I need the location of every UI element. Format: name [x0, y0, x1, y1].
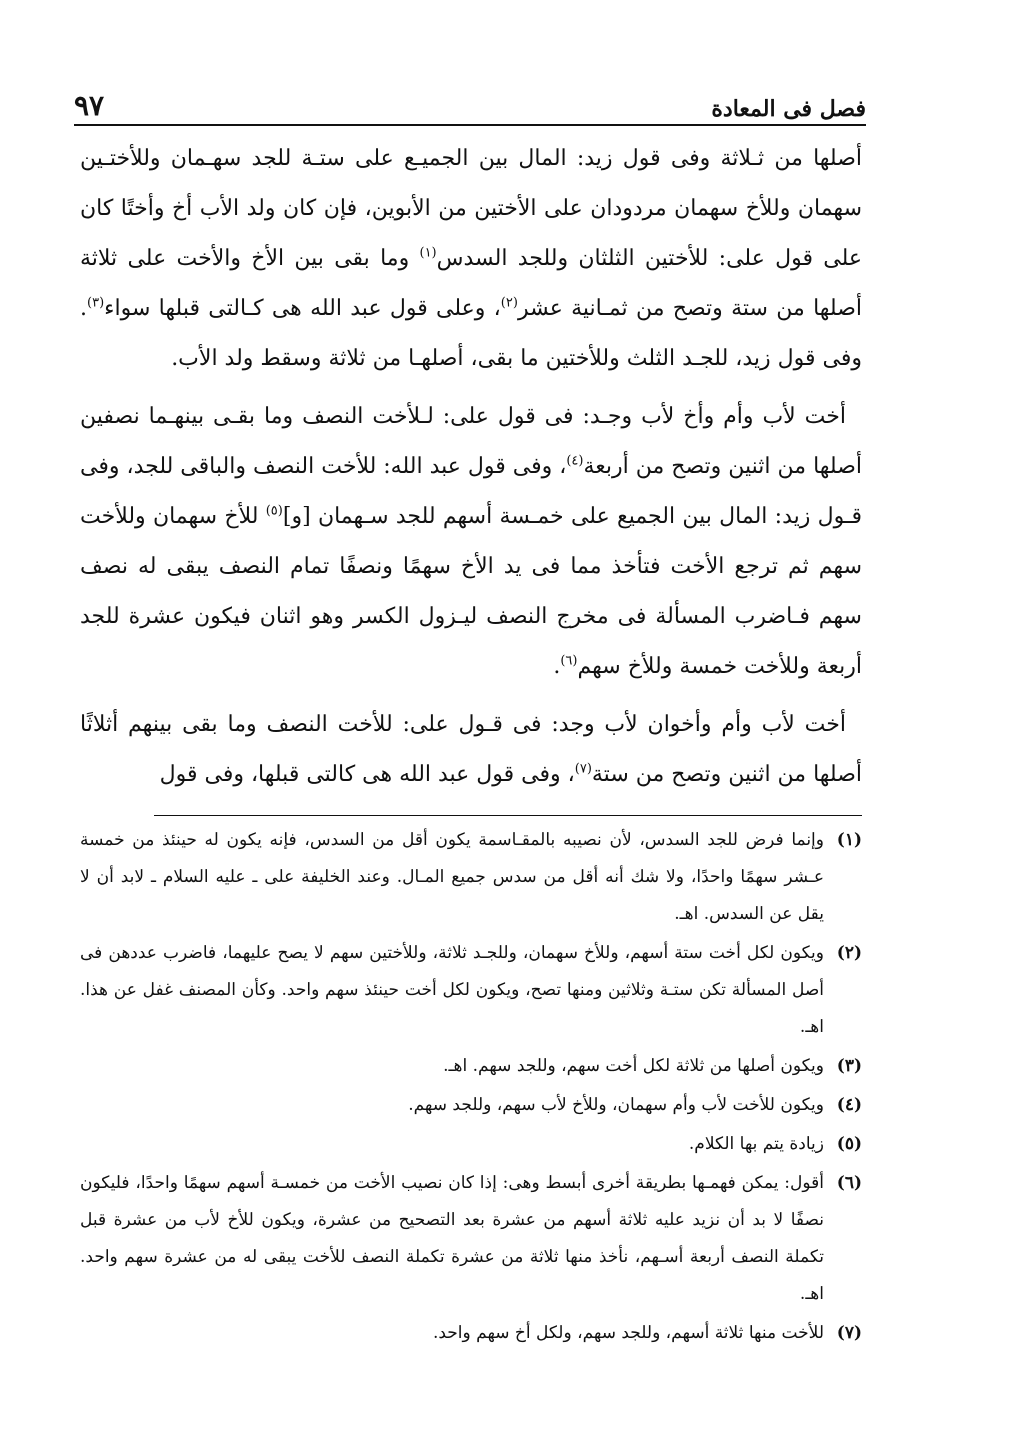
- footnote-number: (٢): [836, 943, 862, 963]
- footnote: [80, 1165, 862, 1313]
- paragraph-3: أخت لأب وأم وأخوان لأب وجد: فى قـول على: للأخت النصف وما بقى بينهم أثلاثًا أصلها من اثنين وتصح من ستة$^{(٧)}$، وفى قول عبد الله هى كالتى قبلها، وفى قول: [80, 712, 862, 787]
- footnote-text: ويكون للأخت لأب وأم سهمان، وللأخ لأب سهم، وللجد سهم.: [408, 1095, 824, 1115]
- footnote-text: أقول: يمكن فهمـها بطريقة أخرى أبسط وهى: إذا كان نصيب الأخت من خمسـة أسهم سهمًا واحدًا، فليكون نصفًا لا بد أن نزيد عليه ثلاثة أسهم من عشرة بعد التصحيح من عشرة، ويكون للأخ لأب من عشرة قبل تكملة النصف أربعة أسـهم، نأخذ منها ثلاثة من عشرة تكملة النصف للأخت يبقى له من عشرة سهم واحد. اهـ.: [80, 1173, 824, 1304]
- main-text: [80, 134, 862, 808]
- paragraph-2: أخت لأب وأم وأخ لأب وجـد: فى قول على: لـلأخت النصف وما بقـى بينهـما نصفين أصلها من اثنين وتصح من أربعة$^{(٤)}$، وفى قول عبد الله: للأخت النصف والباقى للجد، وفى قـول زيد: المال بين الجميع على خمـسة أسهم للجد سـهمان [و]$^{(٥)}$ للأخ سهمان وللأخت سهم ثم ترجع الأخت فتأخذ مما فى يد الأخ سهمًا ونصفًا تمام النصف يبقى له نصف سهم فـاضرب المسألة فى مخرج النصف ليـزول الكسر وهو اثنان فيكون عشرة للجد أربعة وللأخت خمسة وللأخ سهم$^{(٦)}$.: [80, 404, 862, 679]
- footnote: [80, 1126, 862, 1163]
- running-title: فصل فى المعادة: [711, 96, 866, 122]
- paragraph-1: أصلها من ثـلاثة وفى قول زيد: المال بين الجميـع على ستـة للجد سهـمان وللأختـين سهمان وللأخ سهمان مردودان على الأختين من الأبوين، فإن كان ولد الأب أخ وأختًا كان على قول على: للأختين الثلثان وللجد السدس$^{(١)}$ وما بقى بين الأخ والأخت على ثلاثة أصلها من ستة وتصح من ثمـانية عشر$^{(٢)}$، وعلى قول عبد الله هى كـالتى قبلها سواء$^{(٣)}$. وفى قول زيد، للجـد الثلث وللأختين ما بقى، أصلهـا من ثلاثة وسقط ولد الأب.: [80, 146, 863, 371]
- footnote-text: ويكون لكل أخت ستة أسهم، وللأخ سهمان، وللجـد ثلاثة، وللأختين سهم لا يصح عليهما، فاضرب عددهن فى أصل المسألة تكن ستـة وثلاثين ومنها تصح، ويكون لكل أخت حينئذ سهم واحد. وكأن المصنف غفل عن هذا. اهـ.: [80, 943, 824, 1037]
- footnote-ref[interactable]: (٣): [87, 295, 105, 311]
- footnote: [80, 935, 862, 1046]
- footnote-number: (٣): [836, 1056, 862, 1076]
- footnote-number: (٥): [836, 1134, 862, 1154]
- footnote: [80, 1087, 862, 1124]
- header-rule: [74, 124, 866, 126]
- footnote-ref[interactable]: (٤): [566, 453, 584, 469]
- footnote-number: (٦): [836, 1173, 862, 1193]
- footnote-ref[interactable]: (٥): [265, 503, 283, 519]
- footnote-number: (١): [836, 830, 862, 850]
- footnote-text: ويكون أصلها من ثلاثة لكل أخت سهم، وللجد سهم. اهـ.: [443, 1056, 824, 1076]
- footnote-ref[interactable]: (٧): [574, 761, 592, 777]
- footnote: [80, 1048, 862, 1085]
- footnote-text: وإنما فرض للجد السدس، لأن نصيبه بالمقـاسمة يكون أقل من السدس، فإنه يكون له حينئذ من خمسة عـشر سهمًا واحدًا، ولا شك أنه أقل من سدس جميع المـال. وعند الخليفة على ـ عليه السلام ـ لابد أن لا يقل عن السدس. اهـ.: [80, 830, 824, 924]
- footnote-ref[interactable]: (٦): [560, 653, 578, 669]
- footnote-rule: [154, 815, 862, 816]
- footnote: [80, 1315, 862, 1352]
- footnote-text: للأخت منها ثلاثة أسهم، وللجد سهم، ولكل أخ سهم واحد.: [432, 1323, 824, 1343]
- footnotes: [80, 822, 862, 1354]
- footnote-number: (٧): [836, 1323, 862, 1343]
- footnote: [80, 822, 862, 933]
- page-number: ٩٧: [74, 89, 105, 122]
- footnote-text: زيادة يتم بها الكلام.: [688, 1134, 824, 1154]
- page-header: [74, 78, 866, 122]
- footnote-ref[interactable]: (١): [419, 245, 437, 261]
- footnote-ref[interactable]: (٢): [500, 295, 518, 311]
- footnote-number: (٤): [836, 1095, 862, 1115]
